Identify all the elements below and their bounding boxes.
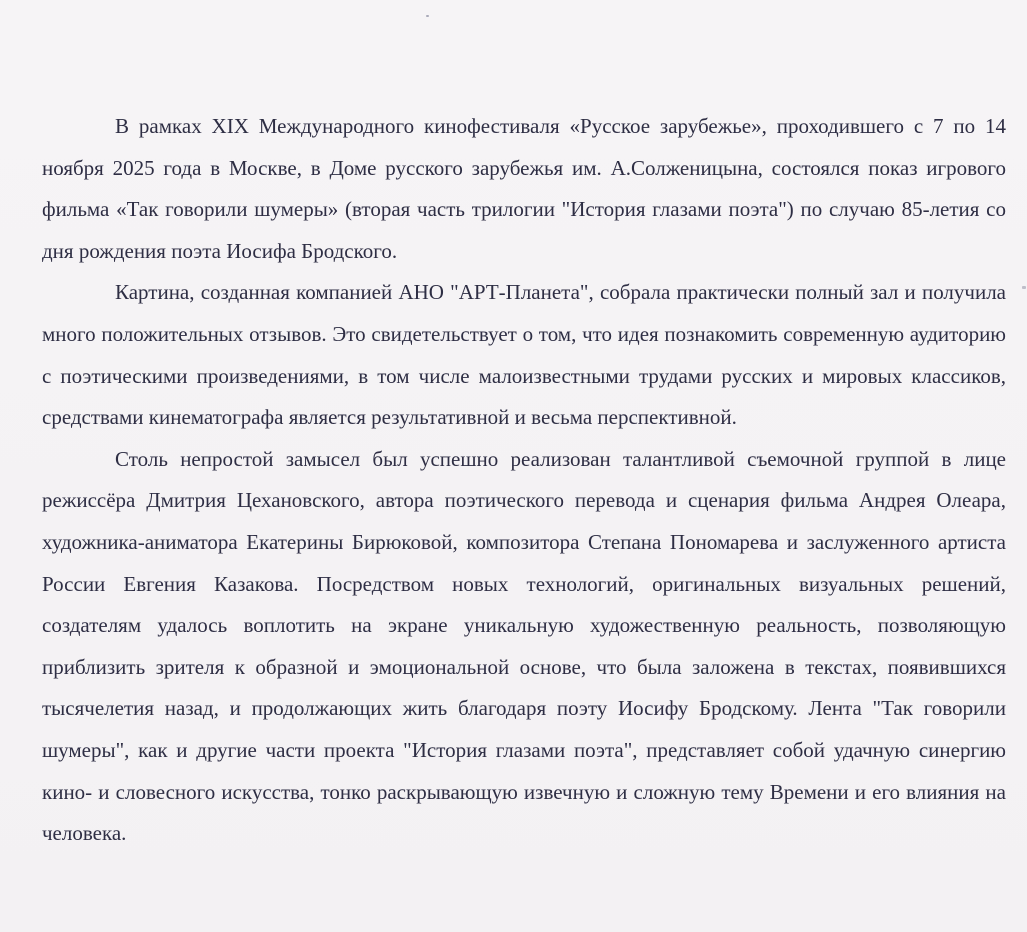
document-body <box>42 106 1006 855</box>
scan-speck <box>1022 286 1026 289</box>
paragraph-audience-reception: Картина, созданная компанией АНО "АРТ-Планета", собрала практически полный зал и получила много положительных отзывов. Это свидетельствует о том, что идея познакомить современную аудиторию с поэтическими произведениями, в том числе малоизвестными трудами русских и мировых классиков, средствами кинематографа является результативной и весьма перспективной. <box>42 280 1006 430</box>
paragraph-festival-screening: В рамках XIX Международного кинофестиваля «Русское зарубежье», проходившего с 7 по 14 ноября 2025 года в Москве, в Доме русского зарубежья им. А.Солженицына, состоялся показ игрового фильма «Так говорили шумеры» (вторая часть трилогии "История глазами поэта") по случаю 85-летия со дня рождения поэта Иосифа Бродского. <box>42 114 1006 263</box>
paragraph-film-crew: Столь непростой замысел был успешно реализован талантливой съемочной группой в лице режиссёра Дмитрия Цехановского, автора поэтического перевода и сценария фильма Андрея Олеара, художника-аниматора Екатерины Бирюковой, композитора Степана Пономарева и заслуженного артиста России Евгения Казакова. Посредством новых технологий, оригинальных визуальных решений, создателям удалось воплотить на экране уникальную художественную реальность, позволяющую приблизить зрителя к образной и эмоциональной основе, что была заложена в текстах, появившихся тысячелетия назад, и продолжающих жить благодаря поэту Иосифу Бродскому. Лента "Так говорили шумеры", как и другие части проекта "История глазами поэта", представляет собой удачную синергию кино- и словесного искусства, тонко раскрывающую извечную и сложную тему Времени и его влияния на человека. <box>42 446 1006 846</box>
scan-speck <box>426 15 429 17</box>
